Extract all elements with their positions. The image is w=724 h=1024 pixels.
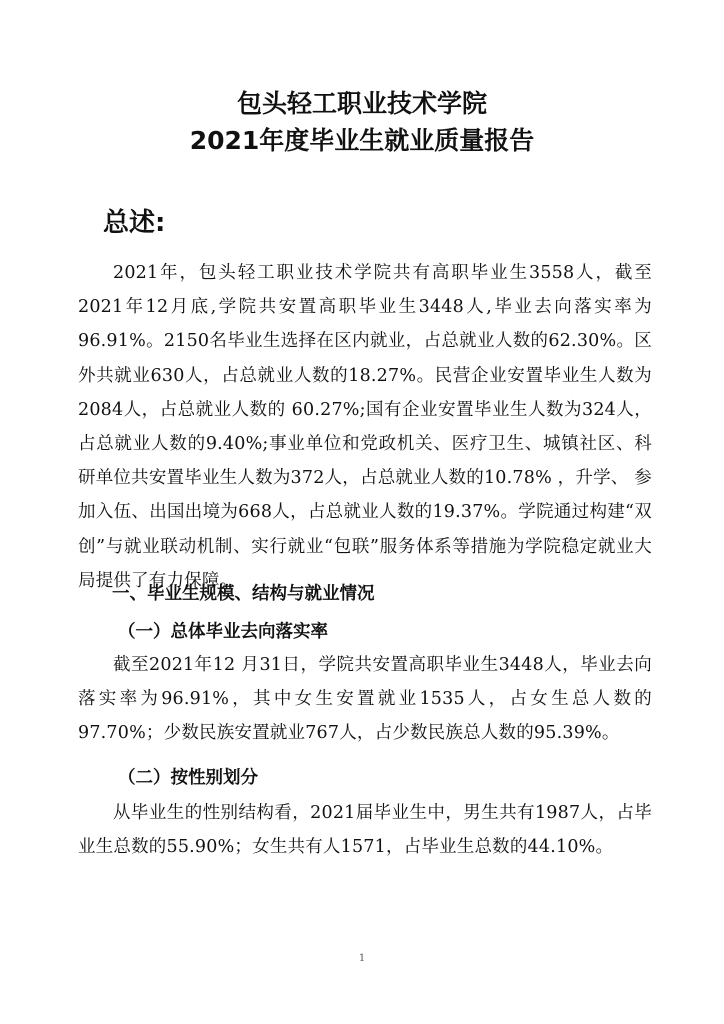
- overview-paragraph: 2021年，包头轻工职业技术学院共有高职毕业生3558人，截至2021年12月底,学院共安置高职毕业生3448人,毕业去向落实率为96.91%。2150名毕业生选择在区内就业，占总就业人数的62.30%。区外共就业630人，占总就业人数的18.27%。民营企业安置毕业生人数为2084人，占总就业人数的 60.27%;国有企业安置毕业生人数为324人，占总就业人数的9.40%;事业单位和党政机关、医疗卫生、城镇社区、科研单位共安置毕业生人数为372人，占总就业人数的10.78% ，升学、 参加入伍、出国出境为668人，占总就业人数的19.37%。学院通过构建“双创”与就业联动机制、实行就业“包联”服务体系等措施为学院稳定就业大局提供了有力保障。: [78, 263, 652, 591]
- gender-paragraph: 从毕业生的性别结构看，2021届毕业生中，男生共有1987人，占毕业生总数的55.90%；女生共有人1571，占毕业生总数的44.10%。: [78, 803, 652, 858]
- report-title-name: 2021年度毕业生就业质量报告: [189, 126, 535, 155]
- report-title-institution: 包头轻工职业技术学院: [236, 89, 487, 118]
- placement-rate-paragraph: 截至2021年12 月31日，学院共安置高职毕业生3448人，毕业去向落实率为96.91%，其中女生安置就业1535人，占女生总人数的97.70%；少数民族安置就业767人，占少数民族总人数的95.39%。: [78, 655, 652, 744]
- subsection-heading-gender: （二）按性别划分: [118, 768, 258, 788]
- overview-heading: 总述:: [103, 208, 166, 238]
- subsection-heading-placement-rate: （一）总体毕业去向落实率: [118, 622, 328, 642]
- section-heading-graduate-scale: 一、毕业生规模、结构与就业情况: [112, 584, 375, 604]
- page-number: 1: [358, 953, 366, 964]
